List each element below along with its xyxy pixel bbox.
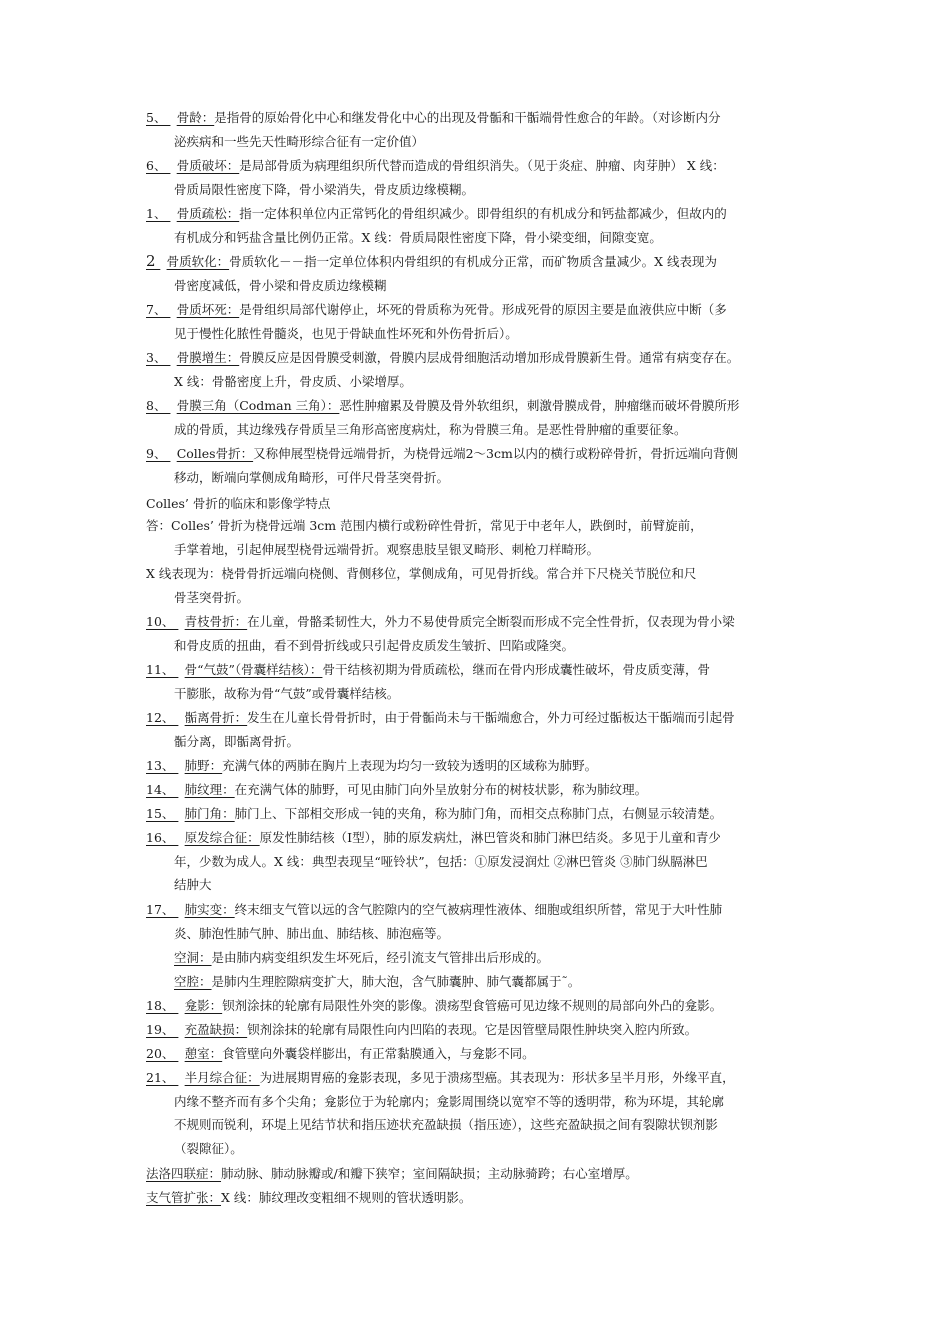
entry-18 [146, 826, 810, 897]
entry-text: X 线表现为：桡骨骨折远端向桡侧、背侧移位，掌侧成角，可见骨折线。常合并下尺桡关节脱位和尺 [146, 566, 697, 581]
entry-line [146, 658, 810, 682]
entry-line [146, 946, 810, 970]
entry-term: 骨质坏死： [176, 302, 240, 317]
entry-line [146, 418, 810, 442]
entry-16 [146, 778, 810, 802]
entry-text: 泌疾病和一些先天性畸形综合征有一定价值） [174, 133, 425, 149]
entry-term: 充盈缺损： [184, 1022, 248, 1037]
entry-text: 又称伸展型桡骨远端骨折，为桡骨远端2～3cm以内的横行或粉碎骨折，骨折远端向背侧 [253, 446, 738, 461]
entry-11 [146, 562, 810, 609]
entry-number: 3、 [146, 350, 171, 365]
entry-25 [146, 1066, 810, 1160]
entry-13 [146, 658, 810, 705]
entry-text: 是指骨的原始骨化中心和继发骨化中心的出现及骨骺和干骺端骨性愈合的年龄。（对诊断内分 [214, 110, 721, 125]
entry-12 [146, 610, 810, 657]
entry-text: 是局部骨质为病理组织所代替而造成的骨组织消失。（见于炎症、肿瘤、肉芽肿） X 线： [239, 158, 725, 173]
entry-term: 肺野： [184, 758, 223, 773]
entry-text: 年，少数为成人。X 线：典型表现呈“哑铃状”，包括：①原发浸润灶 ②淋巴管炎 ③肺门纵膈淋巴 [174, 853, 708, 869]
entry-text: 移动，断端向掌侧成角畸形，可伴尺骨茎突骨折。 [174, 469, 450, 485]
entry-term: 憩室： [184, 1046, 223, 1061]
entry-line [146, 586, 810, 610]
entry-line [146, 250, 810, 274]
entry-8 [146, 442, 810, 489]
entry-line [146, 538, 810, 562]
entry-5 [146, 298, 810, 345]
entry-4 [146, 250, 810, 297]
entry-number: 8、 [146, 398, 171, 413]
entry-term: 骺离骨折： [184, 710, 248, 725]
entry-text: 骨茎突骨折。 [174, 589, 250, 605]
entry-line [146, 1162, 810, 1186]
entry-line [146, 1113, 810, 1137]
entry-line [146, 154, 810, 178]
entry-number: 2 [146, 252, 161, 270]
entry-text: 炎、肺泡性肺气肿、肺出血、肺结核、肺泡癌等。 [174, 925, 450, 941]
entry-line [146, 610, 810, 634]
entry-line [146, 706, 810, 730]
entry-text: Colles’ 骨折的临床和影像学特点 [146, 496, 331, 511]
entry-line [146, 970, 810, 994]
entry-line [146, 778, 810, 802]
entry-line [146, 298, 810, 322]
entry-term: 支气管扩张： [146, 1190, 222, 1205]
entry-line [146, 682, 810, 706]
entry-text: 和骨皮质的扭曲，看不到骨折线或只引起骨皮质发生皱折、凹陷或隆突。 [174, 637, 575, 653]
entry-number: 14、 [146, 782, 179, 797]
entry-term: 骨龄： [176, 110, 215, 125]
entry-term: 龛影： [184, 998, 223, 1013]
entry-text: 指一定体积单位内正常钙化的骨组织减少。即骨组织的有机成分和钙盐都减少，但故内的 [239, 206, 727, 221]
entry-text: 有机成分和钙盐含量比例仍正常。X 线：骨质局限性密度下降，骨小梁变细，间隙变宽。 [174, 229, 662, 245]
entry-6 [146, 346, 810, 393]
entry-text: 是肺内生理腔隙病变扩大，肺大泡，含气肺囊肿、肺气囊都属于˜。 [211, 974, 581, 989]
entry-line [146, 106, 810, 130]
entry-text: 结肿大 [174, 877, 212, 892]
entry-number: 10、 [146, 614, 179, 629]
entry-term: 骨“气鼓”（骨囊样结核）： [184, 662, 323, 677]
entry-text: 是由肺内病变组织发生坏死后，经引流支气管排出后形成的。 [211, 950, 550, 965]
entry-line [146, 634, 810, 658]
entry-text: 骨质软化－－指一定单位体积内骨组织的有机成分正常，而矿物质含量减少。X 线表现为 [229, 254, 717, 269]
entry-number: 21、 [146, 1070, 179, 1085]
entry-7 [146, 394, 810, 441]
entry-23 [146, 1018, 810, 1042]
entry-line [146, 442, 810, 466]
entry-text: 答：Colles’ 骨折为桡骨远端 3cm 范围内横行或粉碎性骨折，常见于中老年人，跌倒时，前臂旋前， [146, 518, 703, 533]
entry-number: 5、 [146, 110, 171, 125]
entry-term: 肺实变： [184, 902, 235, 917]
entry-text: X 线：骨骼密度上升，骨皮质、小梁增厚。 [174, 373, 412, 389]
entry-2 [146, 154, 810, 201]
entry-20 [146, 946, 810, 970]
entry-line [146, 1042, 810, 1066]
entry-text: 干膨胀，故称为骨“气鼓”或骨囊样结核。 [174, 685, 400, 701]
entry-line [146, 492, 810, 516]
entry-line [146, 850, 810, 874]
entry-number: 18、 [146, 998, 179, 1013]
entry-line [146, 994, 810, 1018]
entry-number: 20、 [146, 1046, 179, 1061]
entry-17 [146, 802, 810, 826]
entry-number: 12、 [146, 710, 179, 725]
entry-text: 骨干结核初期为骨质疏松，继而在骨内形成囊性破坏，骨皮质变薄，骨 [322, 662, 710, 677]
entry-text: 肺门上、下部相交形成一钝的夹角，称为肺门角，而相交点称肺门点，右侧显示较清楚。 [234, 806, 723, 821]
entry-number: 6、 [146, 158, 171, 173]
entry-term: 肺门角： [184, 806, 235, 821]
entry-27 [146, 1186, 810, 1210]
entry-text: 钡剂涂抹的轮廓有局限性外突的影像。溃疡型食管癌可见边缘不规则的局部向外凸的龛影。 [222, 998, 723, 1013]
entry-text: 钡剂涂抹的轮廓有局限性向内凹陷的表现。它是因管壁局限性肿块突入腔内所致。 [247, 1022, 698, 1037]
entry-number: 15、 [146, 806, 179, 821]
entry-line [146, 466, 810, 490]
entry-text: 食管壁向外囊袋样膨出，有正常黏膜通入，与龛影不同。 [222, 1046, 535, 1061]
entry-9 [146, 492, 810, 516]
entry-26 [146, 1162, 810, 1186]
entry-line [146, 922, 810, 946]
entry-number: 16、 [146, 830, 179, 845]
entry-text: 终末细支气管以远的含气腔隙内的空气被病理性液体、细胞或组织所替，常见于大叶性肺 [234, 902, 723, 917]
entry-line [146, 226, 810, 250]
entry-22 [146, 994, 810, 1018]
entry-text: 肺动脉、肺动脉瓣或/和瓣下狭窄；室间隔缺损；主动脉骑跨；右心室增厚。 [221, 1166, 638, 1181]
entry-3 [146, 202, 810, 249]
entry-1 [146, 106, 810, 153]
entry-line [146, 370, 810, 394]
entry-term: 骨膜三角（Codman 三角）： [176, 398, 340, 413]
entry-line [146, 826, 810, 850]
entry-text: 恶性肿瘤累及骨膜及骨外软组织，刺激骨膜成骨，肿瘤继而破坏骨膜所形 [339, 398, 740, 413]
entry-term: Colles骨折： [176, 446, 254, 461]
entry-text: 原发性肺结核（Ⅰ型），肺的原发病灶，淋巴管炎和肺门淋巴结炎。多见于儿童和青少 [259, 830, 721, 845]
entry-line [146, 274, 810, 298]
entry-text: 在充满气体的肺野，可见由肺门向外呈放射分布的树枝状影，称为肺纹理。 [234, 782, 648, 797]
entry-term: 肺纹理： [184, 782, 235, 797]
entry-19 [146, 898, 810, 945]
entry-14 [146, 706, 810, 753]
entry-text: 手掌着地，引起伸展型桡骨远端骨折。观察患肢呈银叉畸形、刺枪刀样畸形。 [174, 541, 600, 557]
entry-line [146, 394, 810, 418]
entry-text: 为进展期胃癌的龛影表现，多见于溃疡型癌。其表现为：形状多呈半月形，外缘平直， [259, 1070, 735, 1085]
entry-text: 是骨组织局部代谢停止，坏死的骨质称为死骨。形成死骨的原因主要是血液供应中断（多 [239, 302, 727, 317]
entry-line [146, 202, 810, 226]
entry-text: 发生在儿童长骨骨折时，由于骨骺尚未与干骺端愈合，外力可经过骺板达干骺端而引起骨 [247, 710, 735, 725]
entry-line [146, 873, 810, 897]
entry-text: （裂隙征）。 [174, 1140, 243, 1156]
entry-term: 空洞： [174, 950, 212, 965]
entry-text: 骨膜反应是因骨膜受刺激，骨膜内层成骨细胞活动增加形成骨膜新生骨。通常有病变存在。 [239, 350, 740, 365]
entry-number: 7、 [146, 302, 171, 317]
entry-line [146, 802, 810, 826]
entry-text: 充满气体的两肺在胸片上表现为均匀一致较为透明的区域称为肺野。 [222, 758, 598, 773]
entry-term: 原发综合征： [184, 830, 260, 845]
entry-24 [146, 1042, 810, 1066]
entry-text: 骺分离，即骺离骨折。 [174, 733, 300, 749]
entry-term: 骨质疏松： [176, 206, 240, 221]
entry-line [146, 322, 810, 346]
entry-number: 1、 [146, 206, 171, 221]
entry-text: X 线：肺纹理改变粗细不规则的管状透明影。 [221, 1190, 472, 1205]
entry-21 [146, 970, 810, 994]
entry-term: 骨质破坏： [176, 158, 240, 173]
entry-text: 成的骨质，其边缘残存骨质呈三角形高密度病灶，称为骨膜三角。是恶性骨肿瘤的重要征象。 [174, 421, 687, 437]
entry-text: 在儿童，骨骼柔韧性大，外力不易使骨质完全断裂而形成不完全性骨折，仅表现为骨小梁 [247, 614, 735, 629]
entry-text: 骨质局限性密度下降，骨小梁消失，骨皮质边缘模糊。 [174, 181, 475, 197]
entry-text: 见于慢性化脓性骨髓炎，也见于骨缺血性坏死和外伤骨折后）。 [174, 325, 518, 341]
entry-line [146, 562, 810, 586]
entry-line [146, 730, 810, 754]
entry-term: 半月综合征： [184, 1070, 260, 1085]
entry-number: 17、 [146, 902, 179, 917]
entry-line [146, 1018, 810, 1042]
entry-number: 19、 [146, 1022, 179, 1037]
entry-line [146, 1137, 810, 1161]
entry-line [146, 346, 810, 370]
entry-line [146, 130, 810, 154]
entry-line [146, 514, 810, 538]
entry-term: 法洛四联症： [146, 1166, 222, 1181]
entry-term: 骨质软化： [166, 254, 230, 269]
entry-text: 不规则而锐利，环堤上见结节状和指压迹状充盈缺损（指压迹），这些充盈缺损之间有裂隙状钡剂影 [174, 1117, 718, 1132]
entry-15 [146, 754, 810, 778]
entry-line [146, 898, 810, 922]
entry-line [146, 178, 810, 202]
entry-line [146, 1186, 810, 1210]
entry-line [146, 754, 810, 778]
entry-text: 骨密度减低，骨小梁和骨皮质边缘模糊 [174, 277, 387, 293]
entry-term: 青枝骨折： [184, 614, 248, 629]
entry-text: 内缘不整齐而有多个尖角；龛影位于为轮廓内；龛影周围绕以宽窄不等的透明带，称为环堤，其轮廓 [174, 1093, 725, 1109]
entry-10 [146, 514, 810, 561]
entry-term: 空腔： [174, 974, 212, 989]
entry-line [146, 1090, 810, 1114]
entry-term: 骨膜增生： [176, 350, 240, 365]
entry-number: 11、 [146, 662, 179, 677]
entry-number: 13、 [146, 758, 179, 773]
entry-number: 9、 [146, 446, 171, 461]
entry-line [146, 1066, 810, 1090]
